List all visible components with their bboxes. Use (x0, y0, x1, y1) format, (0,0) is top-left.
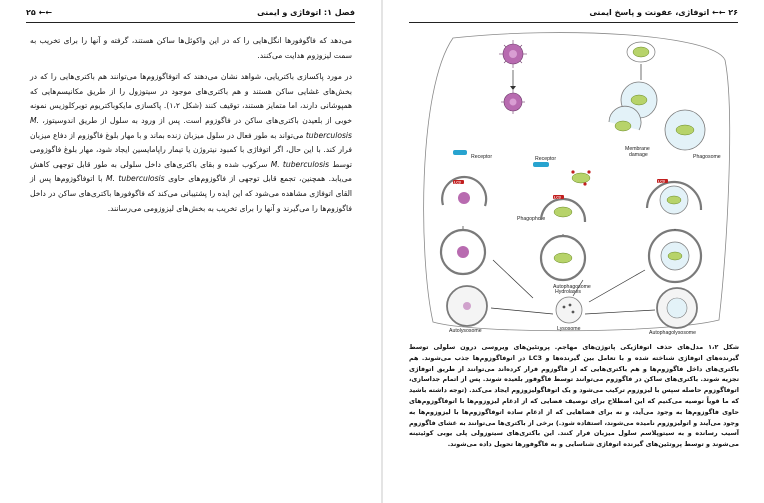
right-header-dashes: ←← (709, 8, 726, 17)
hydrolases-label: Hydrolases (555, 289, 581, 295)
membrane-damage-label-1: Membrane (625, 146, 650, 152)
phagophore-left (442, 177, 486, 206)
autophagolysosome-label: Autophagolysosome (649, 330, 697, 335)
right-header-title (589, 8, 738, 17)
paragraph-1-text: می‌دهد که فاگوفورها انگل‌هایی را که در این واکوئل‌ها ساکن هستند، گرفته و آنها را برای تخریب به سمت لیزوزوم هدایت می‌کنند. (30, 36, 352, 60)
right-page (383, 0, 764, 503)
autophagosome-label: Autophagosome (553, 284, 591, 290)
lc3-tag-3: LC3 (658, 179, 665, 184)
autophagosome-middle (541, 236, 585, 280)
phagophore-label: Phagophore (517, 216, 546, 222)
paragraph-2-part-3: سرکوب شده و بقای باکتری‌های داخل سلولی به طور قابل توجهی کاهش می‌یابد. همچنین، تجمع قابل توجهی از فاگوزوم‌های حاوی (30, 159, 353, 184)
right-page-header (409, 6, 738, 23)
right-page-number: ۲۶ (728, 8, 738, 17)
paragraph-2-part-4: با اتوفاگوزوم‌ها پس از القای اتوفاژی مشاهده می‌شود که این ایده را پشتیبانی می‌کند که فاگوفورها باکتری‌های ساکن در داخل فاگوزوم‌ها را می‌گیرند و آنها را برای تخریب به بخش‌های لیزوزومی می‌رسانند. (30, 174, 352, 213)
left-page-number-dashes: ←← (38, 8, 52, 17)
cytosolic-bacterium (571, 170, 590, 185)
virus-particle-cytosolic (501, 90, 525, 114)
species-name-3: M. tuberculosis (105, 174, 165, 184)
left-body-text (30, 34, 352, 223)
lc3-tag-2: LC3 (554, 195, 561, 200)
autolysosome-label: Autolysosome (449, 328, 482, 334)
left-page-header (26, 6, 355, 23)
paragraph-2-part-1: در مورد پاکسازی باکتریایی، شواهد نشان می‌دهند که اتوفاگوزوم‌ها می‌توانند هم باکتری‌هایی را که در بخش‌های غشایی ساکن هستند و هم باکتری‌های موجود در سیتوزول را از طریق مکانیسم‌هایی که همپوشانی دارند، اما متمایز هستند، توقیف کنند (شکل ۱،۲). پاکسازی مایکوباکتریوم توبرکلوزیس نمونه خوبی از بلعیدن باکتری‌های ساکن در فاگوزوم است. پس از ورود به سلول از طریق اندوسیتوز، (30, 72, 352, 125)
left-page-number-value: ۲۵ (26, 8, 36, 17)
phagophore-right (647, 179, 701, 214)
right-header-title-text: اتوفاژی، عفونت و پاسخ ایمنی (589, 8, 710, 17)
paragraph-1 (30, 34, 352, 63)
lysosome-label: Lysosome (557, 326, 581, 332)
autophagy-figure (413, 30, 735, 335)
autophagolysosome (657, 288, 697, 328)
left-header-title: فصل ۱: اتوفاژی و ایمنی (257, 8, 355, 17)
autophagosome-right (649, 230, 701, 282)
autophagosome-left (441, 230, 485, 274)
phagosome-right (665, 110, 705, 150)
receptor-left-label: Receptor (471, 154, 493, 160)
receptor-mid-icon (533, 162, 549, 167)
phagophore-middle (541, 195, 585, 222)
virus-arrow-head (510, 86, 516, 90)
receptor-left-icon (453, 150, 467, 155)
paragraph-2-part-2: می‌تواند به طور فعال در سلول میزبان زنده بماند و با مهار بلوغ فاگوزوم از دفاع میزبان فرار کند. با این حال، اگر اتوفاژی با کمبود نیتروژن یا تیمار راپامایسین ایجاد شود، مهار بلوغ فاگوزومی توسط (30, 130, 352, 169)
phagosome-label: Phagosome (693, 154, 721, 160)
membrane-damage-label-2: damage (629, 152, 648, 158)
figure-caption: شکل ۱،۲ مدل‌های حذف اتوفاژیکی پاتوژن‌های مهاجم. پروتئین‌های ویروسی درون سلولی توسط گیرنده‌های اتوفاژی شناخته شده و با تعامل بین گیرنده‌ها و LC3 در اتوفاگوزوم‌ها جذب می‌شوند. هم باکتری‌های داخل فاگوزوم‌ها و هم باکتری‌هایی که از فاگوزوم فرار کرده‌اند می‌توانند از طریق اتوفاژی تجزیه شوند. باکتری‌های ساکن در فاگوزوم می‌توانند توسط فاگوفور بلعیده شوند. پس از اتمام جداسازی، اتوفاگوزوم حاصله سپس با لیزوزوم ترکیب می‌شود و یک اتوفاگولیزوزوم ایجاد می‌کند. (توجه داشته باشید که ما قویاً توصیه می‌کنیم که این اصطلاح برای توصیف فضایی که از ادغام لیزوزوم‌ها با اتوفاگوزوم‌های حاوی فاگوزوم‌ها به وجود می‌آید، و نه برای فضاهایی که از ادغام ساده اتوفاگوزوم‌ها با لیزوزوم‌ها به وجود می‌آیند و اتولیزوزوم نامیده می‌شوند، استفاده شود.) برخی از باکتری‌ها می‌توانند به غشای فاگوزوم آسیب رسانده و به سیتوپلاسم سلول میزبان فرار کنند. این باکتری‌های سیتوزولی پلی یوبی کوئیتینه می‌شوند و توسط پروتئین‌های گیرنده اتوفاژی شناسایی و به فاگوفورها تحویل داده می‌شوند. (409, 343, 740, 449)
virus-particle (499, 40, 527, 68)
species-name-1: M. tuberculosis (30, 115, 352, 140)
species-name-2: M. tuberculosis (270, 159, 330, 169)
lysosome (556, 297, 582, 323)
lc3-tag-1: LC3 (454, 180, 461, 185)
left-page (0, 0, 381, 503)
paragraph-2 (30, 70, 352, 216)
left-page-number (26, 8, 52, 17)
bacterium-entering (627, 42, 655, 80)
autolysosome (447, 286, 487, 326)
receptor-mid-label: Receptor (535, 156, 557, 162)
